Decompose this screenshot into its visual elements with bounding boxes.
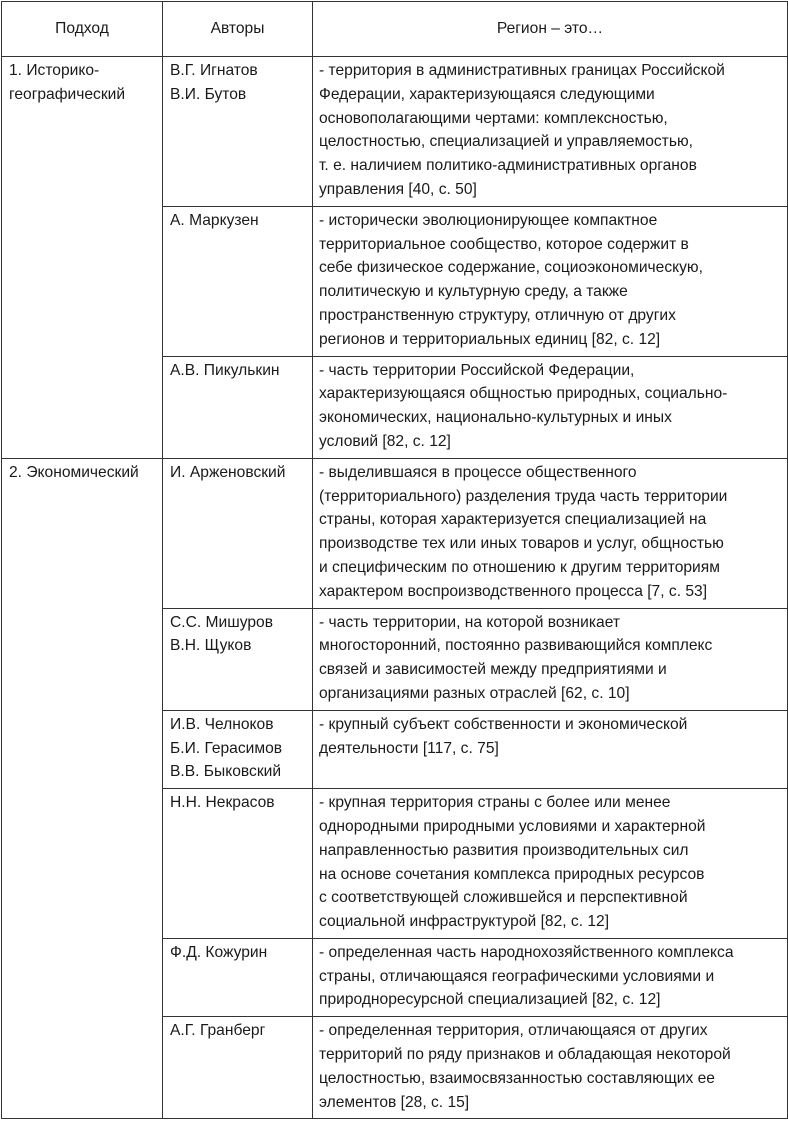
definition-line: связей и зависимостей между предприятиями и <box>319 661 667 679</box>
approach-label: 1. Историко- <box>9 62 100 79</box>
definition-line: и специфическим по отношению к другим территориям <box>319 558 720 576</box>
definition-cell <box>313 710 788 788</box>
header-row <box>2 2 788 57</box>
definition-line: - крупный субъект собственности и экономической <box>319 715 688 733</box>
author-name: В.В. Быковский <box>170 763 282 781</box>
authors-cell <box>163 356 313 458</box>
definition-cell <box>313 356 788 458</box>
definition-line: территориальное сообщество, которое содержит в <box>319 235 689 253</box>
definition-line: с соответствующей сложившейся и перспективной <box>319 889 688 907</box>
definition-line: производстве тех или иных товаров и услуг, общностью <box>319 535 724 553</box>
definition-line: элементов [28, с. 15] <box>319 1093 470 1111</box>
authors-cell <box>163 789 313 939</box>
definition-line: многосторонний, постоянно развивающийся комплекс <box>319 637 713 655</box>
definition-line: - часть территории, на которой возникает <box>319 613 620 631</box>
definition-line: политическую и культурную среду, а также <box>319 283 628 301</box>
author-name: Н.Н. Некрасов <box>170 794 275 812</box>
author-name: В.Г. Игнатов <box>170 62 258 79</box>
author-name: Б.И. Герасимов <box>170 739 283 757</box>
authors-cell <box>163 710 313 788</box>
definition-line: экономических, национально-культурных и иных <box>319 409 672 427</box>
definition-line: деятельности [117, с. 75] <box>319 739 499 757</box>
approach-cell <box>2 458 163 1119</box>
definition-line: природноресурсной специализацией [82, с. 12] <box>319 991 661 1009</box>
author-name: В.И. Бутов <box>170 85 247 103</box>
definition-line: на основе сочетания комплекса природных ресурсов <box>319 865 705 883</box>
approach-cell <box>2 57 163 459</box>
author-name: А.В. Пикулькин <box>170 361 280 379</box>
definition-line: основополагающими чертами: комплексностью, <box>319 109 668 127</box>
header-authors: Авторы <box>163 2 313 57</box>
author-name: И.В. Челноков <box>170 715 274 733</box>
approach-label: географический <box>9 85 126 103</box>
definition-line: т. е. наличием политико-административных органов <box>319 157 697 175</box>
authors-cell <box>163 57 313 207</box>
definition-cell <box>313 608 788 710</box>
header-region-is: Регион – это… <box>313 2 788 57</box>
header-approach: Подход <box>2 2 163 57</box>
author-name: С.С. Мишуров <box>170 613 273 631</box>
table-row <box>2 57 788 207</box>
definition-cell <box>313 57 788 207</box>
table-row <box>2 458 788 608</box>
definition-line: - часть территории Российской Федерации, <box>319 361 635 379</box>
definition-line: - крупная территория страны с более или менее <box>319 794 671 812</box>
definition-cell <box>313 458 788 608</box>
definition-line: пространственную структуру, отличную от других <box>319 306 676 324</box>
definition-line: - территория в административных границах Российской <box>319 62 725 79</box>
definition-line: - определенная территория, отличающаяся от других <box>319 1022 708 1040</box>
author-name: В.Н. Щуков <box>170 637 252 655</box>
definition-line: страны, отличающаяся географическими условиями и <box>319 967 715 985</box>
definition-line: характеризующаяся общностью природных, социально- <box>319 385 728 403</box>
definition-line: территорий по ряду признаков и обладающая некоторой <box>319 1046 731 1064</box>
authors-cell <box>163 608 313 710</box>
definition-line: Федерации, характеризующаяся следующими <box>319 85 655 103</box>
definition-cell <box>313 789 788 939</box>
authors-cell <box>163 458 313 608</box>
author-name: А. Маркузен <box>170 211 259 229</box>
author-name: Ф.Д. Кожурин <box>170 943 268 961</box>
definition-line: управления [40, с. 50] <box>319 180 477 198</box>
definition-line: - исторически эволюционирующее компактное <box>319 211 658 229</box>
definition-line: регионов и территориальных единиц [82, с. 12] <box>319 330 661 348</box>
definition-line: однородными природными условиями и характерной <box>319 817 706 835</box>
definition-line: - определенная часть народнохозяйственного комплекса <box>319 943 734 961</box>
region-definitions-table <box>1 1 788 1119</box>
definition-line: характером воспроизводственного процесса [7, с. 53] <box>319 582 708 600</box>
definition-line: страны, которая характеризуется специализацией на <box>319 511 707 529</box>
definition-cell <box>313 1017 788 1119</box>
authors-cell <box>163 1017 313 1119</box>
authors-cell <box>163 206 313 356</box>
author-name: И. Арженовский <box>170 463 286 481</box>
authors-cell <box>163 938 313 1016</box>
definition-line: организациями разных отраслей [62, с. 10] <box>319 684 630 702</box>
approach-label: 2. Экономический <box>9 463 139 481</box>
definition-cell <box>313 206 788 356</box>
definition-line: целостностью, специализацией и управляемостью, <box>319 133 693 151</box>
definition-line: (территориального) разделения труда часть территории <box>319 487 728 505</box>
definition-cell <box>313 938 788 1016</box>
definition-line: направленностью развития производительных сил <box>319 841 689 859</box>
definition-line: условий [82, с. 12] <box>319 432 451 450</box>
definition-line: социальной инфраструктурой [82, с. 12] <box>319 913 610 931</box>
definition-line: - выделившаяся в процессе общественного <box>319 463 637 481</box>
definition-line: целостностью, взаимосвязанностью составляющих ее <box>319 1069 715 1087</box>
definition-line: себе физическое содержание, социоэкономическую, <box>319 259 703 277</box>
author-name: А.Г. Гранберг <box>170 1022 266 1040</box>
